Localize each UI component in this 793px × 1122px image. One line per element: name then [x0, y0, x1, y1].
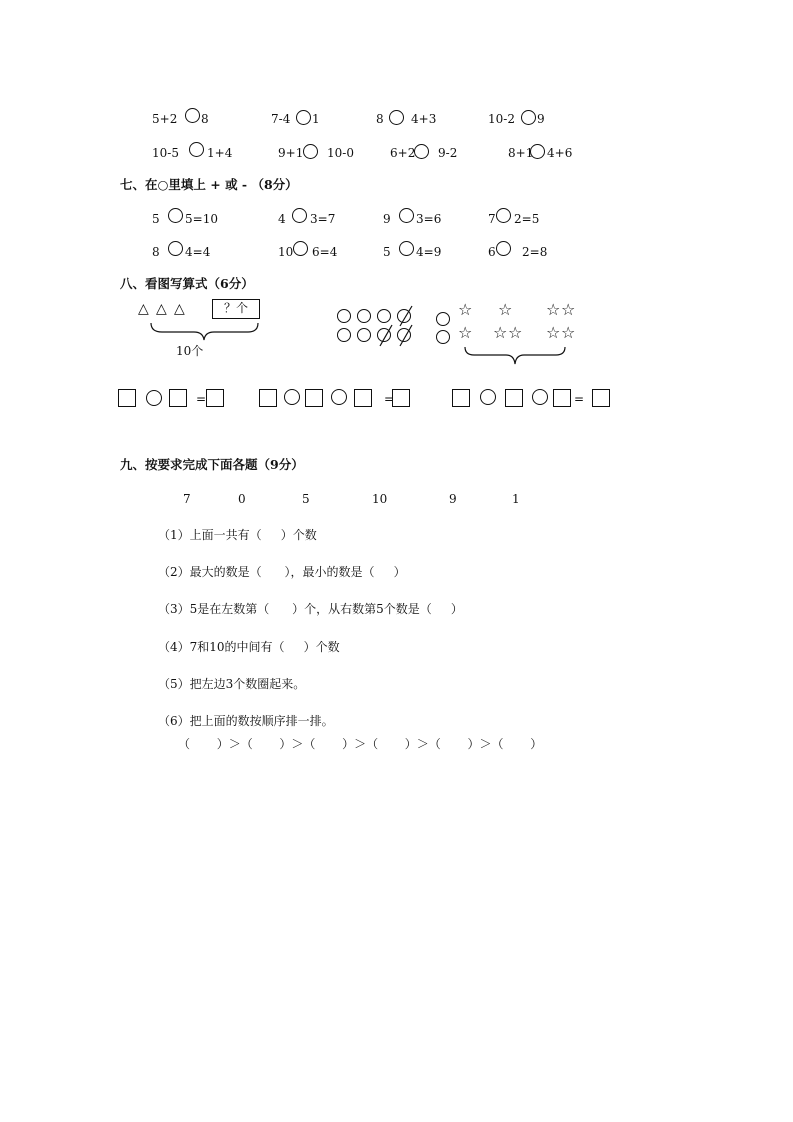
answer-circle[interactable] [292, 208, 307, 223]
equals-sign: = [384, 392, 395, 406]
expr: 9 [383, 212, 391, 226]
answer-circle[interactable] [521, 110, 536, 125]
expr: 10-0 [327, 146, 354, 160]
number: 1 [512, 492, 520, 506]
answer-circle[interactable] [185, 108, 200, 123]
star-icon: ☆ [458, 323, 473, 342]
expr: 10-2 [488, 112, 515, 126]
strike-lines [370, 302, 420, 352]
answer-box[interactable] [169, 389, 187, 407]
section-9-title: 九、按要求完成下面各题（9分） [120, 457, 304, 472]
expr: 10 [278, 245, 294, 259]
answer-box[interactable] [592, 389, 610, 407]
answer-box[interactable] [206, 389, 224, 407]
operator-circle[interactable] [146, 390, 162, 406]
question-3: （3）5是在左数第（ ）个，从右数第5个数是（ ） [158, 602, 463, 616]
answer-circle[interactable] [189, 142, 204, 157]
expr: 9+1 [278, 146, 304, 160]
expr: 4 [278, 212, 286, 226]
operator-circle[interactable] [480, 389, 496, 405]
equals-sign: = [196, 392, 207, 406]
circle-icon [337, 328, 351, 342]
expr: 6=4 [312, 245, 338, 259]
expr: 5=10 [185, 212, 218, 226]
star-icon: ☆ [561, 300, 576, 319]
total-label: 10个 [176, 344, 204, 358]
section-8-title: 八、看图写算式（6分） [120, 276, 254, 291]
number: 5 [302, 492, 310, 506]
circle-icon [337, 309, 351, 323]
question-2: （2）最大的数是（ ），最小的数是（ ） [158, 565, 406, 579]
answer-box[interactable] [452, 389, 470, 407]
brace-icon [464, 346, 568, 368]
answer-circle[interactable] [530, 144, 545, 159]
section-7-title: 七、在○里填上 + 或 - （8分） [120, 177, 298, 192]
answer-circle[interactable] [303, 144, 318, 159]
expr: 4+3 [411, 112, 437, 126]
expr: 8 [376, 112, 384, 126]
answer-box[interactable] [505, 389, 523, 407]
expr: 6 [488, 245, 496, 259]
number: 0 [238, 492, 246, 506]
expr: 9 [537, 112, 545, 126]
question-4: （4）7和10的中间有（ ）个数 [158, 640, 340, 654]
circle-icon [357, 309, 371, 323]
expr: 4=9 [416, 245, 442, 259]
star-icon: ☆ [546, 323, 561, 342]
expr: 1+4 [207, 146, 233, 160]
expr: 2=8 [522, 245, 548, 259]
order-answer-row[interactable]: （ ）＞（ ）＞（ ）＞（ ）＞（ ）＞（ ） [178, 737, 543, 751]
answer-box[interactable] [553, 389, 571, 407]
answer-box[interactable] [118, 389, 136, 407]
expr: 3=6 [416, 212, 442, 226]
number: 10 [372, 492, 388, 506]
star-icon: ☆ [498, 300, 513, 319]
star-icon: ☆ [546, 300, 561, 319]
answer-circle[interactable] [414, 144, 429, 159]
answer-box[interactable] [305, 389, 323, 407]
expr: 7-4 [271, 112, 291, 126]
triangle-icon: △ [174, 301, 185, 317]
expr: 4+6 [547, 146, 573, 160]
expr: 8+1 [508, 146, 534, 160]
circle-icon [436, 330, 450, 344]
circle-icon [436, 312, 450, 326]
answer-circle[interactable] [399, 208, 414, 223]
expr: 5 [152, 212, 160, 226]
equals-sign: = [574, 392, 585, 406]
expr: 6+2 [390, 146, 416, 160]
answer-box[interactable] [354, 389, 372, 407]
star-icon: ☆ [458, 300, 473, 319]
expr: 3=7 [310, 212, 336, 226]
answer-circle[interactable] [296, 110, 311, 125]
answer-box[interactable] [392, 389, 410, 407]
answer-circle[interactable] [168, 241, 183, 256]
question-1: （1）上面一共有（ ）个数 [158, 528, 317, 542]
expr: 1 [312, 112, 320, 126]
expr: 8 [152, 245, 160, 259]
expr: 9-2 [438, 146, 458, 160]
number: 7 [183, 492, 191, 506]
expr: 7 [488, 212, 496, 226]
number: 9 [449, 492, 457, 506]
unknown-count-box: ？个 [212, 299, 260, 319]
answer-circle[interactable] [496, 208, 511, 223]
question-6: （6）把上面的数按顺序排一排。 [158, 714, 334, 728]
expr: 5+2 [152, 112, 178, 126]
expr: 4=4 [185, 245, 211, 259]
operator-circle[interactable] [532, 389, 548, 405]
star-icon: ☆ [493, 323, 508, 342]
circle-icon [357, 328, 371, 342]
expr: 2=5 [514, 212, 540, 226]
answer-circle[interactable] [389, 110, 404, 125]
answer-circle[interactable] [496, 241, 511, 256]
triangle-icon: △ [156, 301, 167, 317]
triangle-icon: △ [138, 301, 149, 317]
operator-circle[interactable] [331, 389, 347, 405]
answer-circle[interactable] [399, 241, 414, 256]
star-icon: ☆ [561, 323, 576, 342]
answer-box[interactable] [259, 389, 277, 407]
expr: 8 [201, 112, 209, 126]
brace-icon [150, 322, 260, 342]
answer-circle[interactable] [168, 208, 183, 223]
expr: 5 [383, 245, 391, 259]
operator-circle[interactable] [284, 389, 300, 405]
answer-circle[interactable] [293, 241, 308, 256]
star-icon: ☆ [508, 323, 523, 342]
question-5: （5）把左边3个数圈起来。 [158, 677, 306, 691]
expr: 10-5 [152, 146, 179, 160]
